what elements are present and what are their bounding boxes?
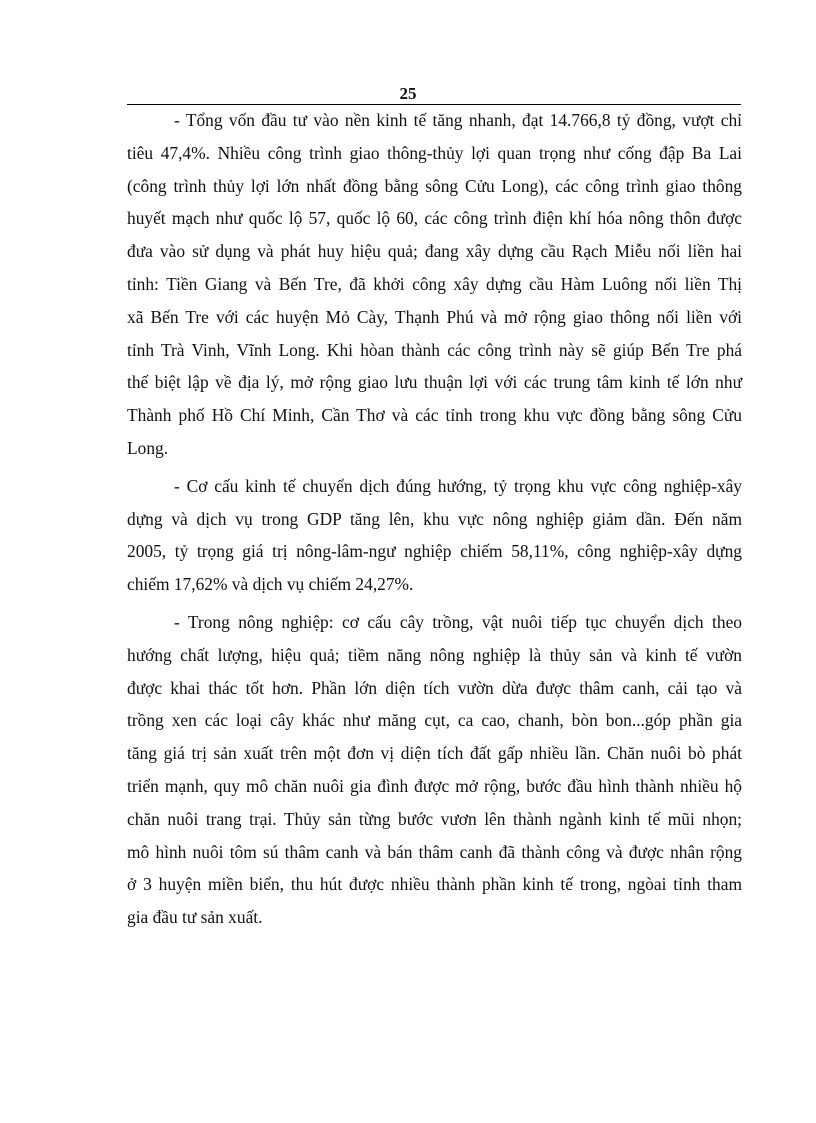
text-line: xã Bến Tre với các huyện Mỏ Cày, Thạnh Phú và mở rộng giao thông nối liền với [127,306,742,327]
body-text [127,104,742,939]
text-line: được khai thác tốt hơn. Phần lớn diện tích vườn dừa được thâm canh, cải tạo và [127,677,742,698]
text-line: (công trình thủy lợi lớn nhất đồng bằng sông Cửu Long), các công trình giao thông [127,175,742,196]
text-line: - Cơ cấu kinh tế chuyển dịch đúng hướng, tỷ trọng khu vực công nghiệp-xây [174,475,742,496]
text-line: tăng giá trị sản xuất trên một đơn vị diện tích đất gấp nhiều lần. Chăn nuôi bò phát [127,743,742,764]
text-line: thế biệt lập về địa lý, mở rộng giao lưu thuận lợi với các trung tâm kinh tế lớn như [127,372,742,393]
paragraph-agriculture [127,606,742,934]
text-line: - Trong nông nghiệp: cơ cấu cây trồng, vật nuôi tiếp tục chuyển dịch theo [174,611,742,632]
text-line: dựng và dịch vụ trong GDP tăng lên, khu vực nông nghiệp giảm dần. Đến năm [127,508,742,529]
text-line: mô hình nuôi tôm sú thâm canh và bán thâm canh đã thành công và được nhân rộng [127,841,742,862]
text-line: triển mạnh, quy mô chăn nuôi gia đình được mở rộng, bước đầu hình thành nhiều hộ [127,775,742,796]
text-line: chiếm 17,62% và dịch vụ chiếm 24,27%. [127,574,414,595]
text-line: hướng chất lượng, hiệu quả; tiềm năng nông nghiệp là thủy sản và kinh tế vườn [127,644,742,665]
text-line: đưa vào sử dụng và phát huy hiệu quả; đang xây dựng cầu Rạch Miễu nối liền hai [127,241,742,262]
text-line: 2005, tỷ trọng giá trị nông-lâm-ngư nghiệp chiếm 58,11%, công nghiệp-xây dựng [127,541,742,562]
text-line: tỉnh: Tiền Giang và Bến Tre, đã khởi công xây dựng cầu Hàm Luông nối liền Thị [127,273,742,294]
text-line: ở 3 huyện miền biển, thu hút được nhiều thành phần kinh tế trong, ngòai tỉnh tham [127,874,742,895]
text-line: tiêu 47,4%. Nhiều công trình giao thông-thủy lợi quan trọng như cống đập Ba Lai [127,142,742,163]
text-line: Long. [127,437,169,458]
text-line: chăn nuôi trang trại. Thủy sản từng bước vươn lên thành ngành kinh tế mũi nhọn; [127,808,742,829]
text-line: Thành phố Hồ Chí Minh, Cần Thơ và các tỉnh trong khu vực đồng bằng sông Cửu [127,405,742,426]
text-line: gia đầu tư sản xuất. [127,907,263,928]
paragraph-economic-structure [127,470,742,601]
text-line: - Tổng vốn đầu tư vào nền kinh tế tăng nhanh, đạt 14.766,8 tỷ đồng, vượt chỉ [174,110,742,130]
text-line: tỉnh Trà Vinh, Vĩnh Long. Khi hòan thành các công trình này sẽ giúp Bến Tre phá [127,339,742,360]
text-line: huyết mạch như quốc lộ 57, quốc lộ 60, các công trình điện khí hóa nông thôn được [127,208,742,229]
page-number: 25 [399,84,417,103]
text-line: trồng xen các loại cây khác như măng cụt, ca cao, chanh, bòn bon...góp phần gia [127,710,742,731]
paragraph-investment [127,104,742,465]
